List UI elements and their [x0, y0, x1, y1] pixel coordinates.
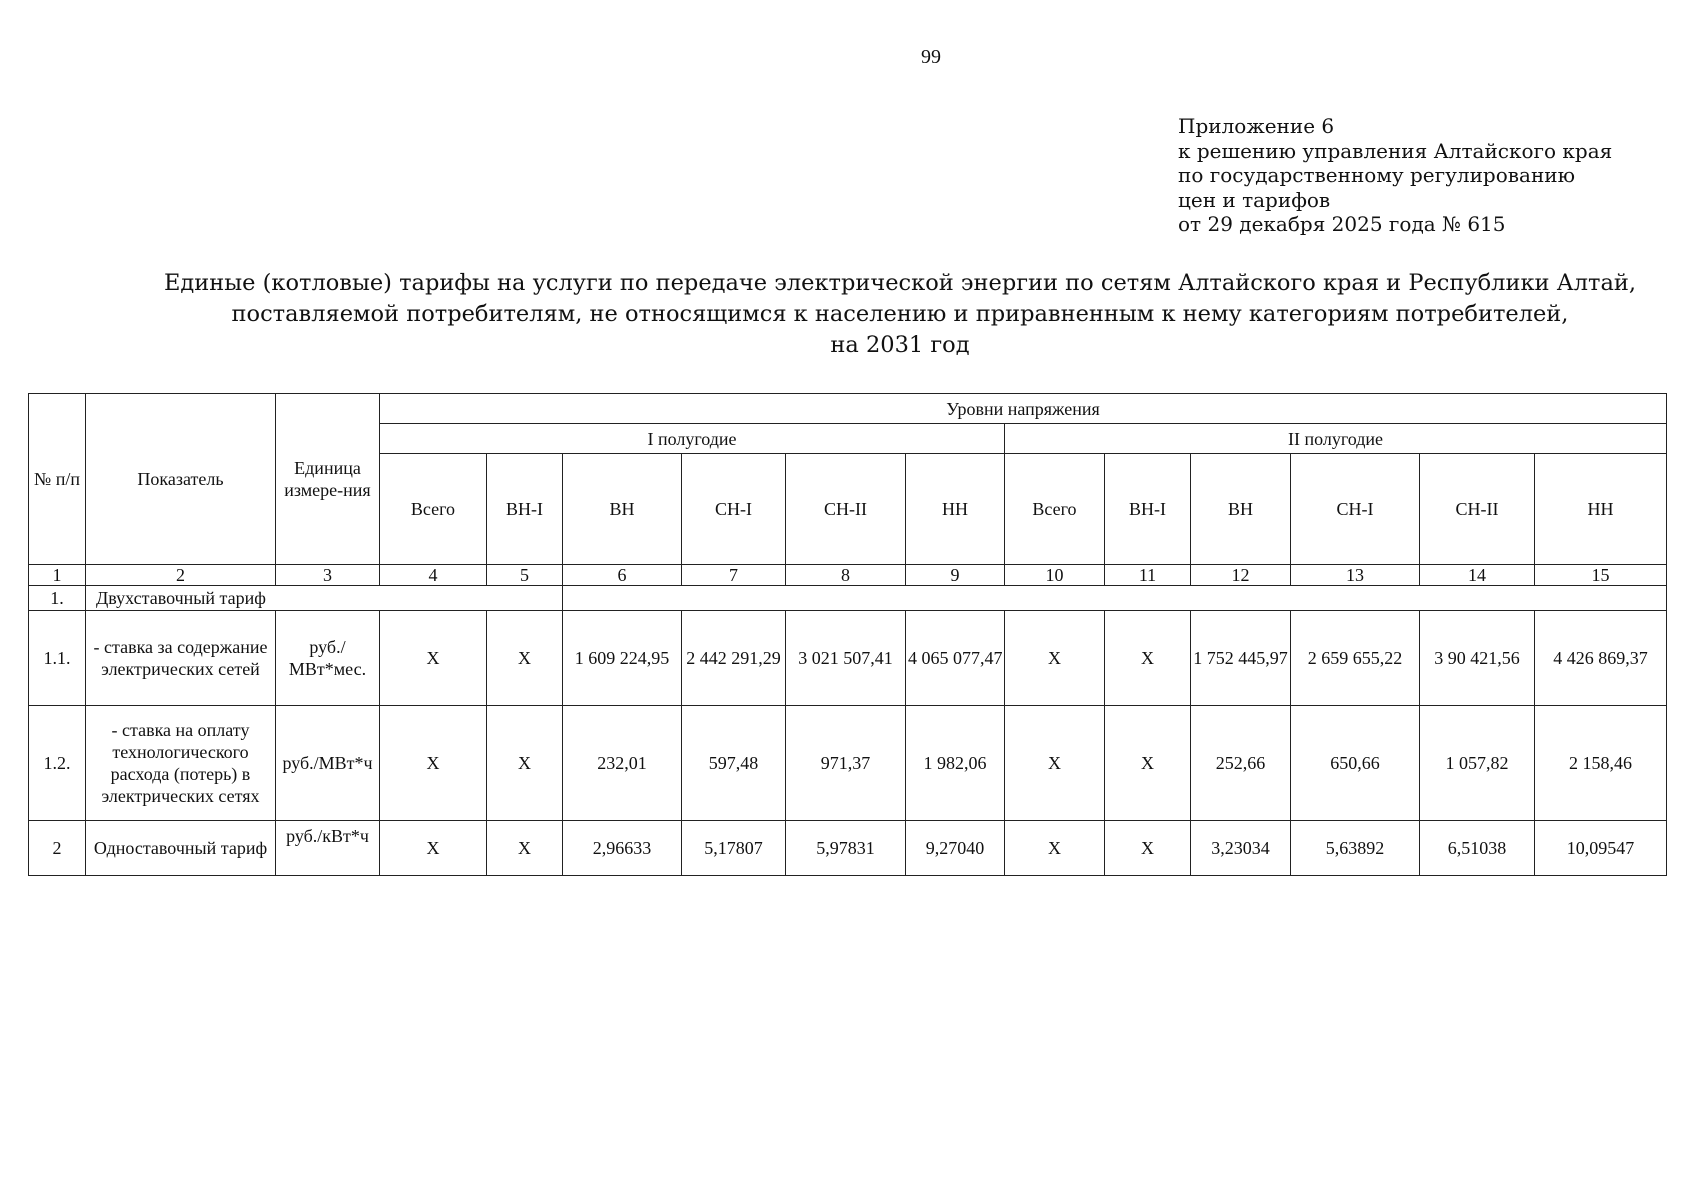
header-sub: СН-I [1291, 454, 1420, 565]
title-line: Единые (котловые) тарифы на услуги по передаче электрической энергии по сетям Алтайского края и Республики Алтай, [163, 270, 1637, 296]
header-sub: ВН-I [487, 454, 563, 565]
table-row [29, 706, 1667, 821]
row-value: 2 158,46 [1535, 706, 1667, 821]
header-sub: СН-II [1420, 454, 1535, 565]
row-value: X [1005, 706, 1105, 821]
row-value: 4 426 869,37 [1535, 611, 1667, 706]
column-number: 14 [1420, 565, 1535, 586]
column-number: 11 [1105, 565, 1191, 586]
row-unit: руб./кВт*ч [276, 821, 380, 876]
row-value: 1 057,82 [1420, 706, 1535, 821]
row-unit: руб./МВт*ч [276, 706, 380, 821]
row-value: X [380, 611, 487, 706]
row-value: X [380, 706, 487, 821]
header-num: № п/п [29, 394, 86, 565]
table-row [29, 821, 1667, 876]
title-line: на 2031 год [830, 332, 970, 358]
row-value: 650,66 [1291, 706, 1420, 821]
row-value: 3 90 421,56 [1420, 611, 1535, 706]
column-number: 4 [380, 565, 487, 586]
column-number: 10 [1005, 565, 1105, 586]
header-sub: Всего [1005, 454, 1105, 565]
header-row [29, 394, 1667, 424]
row-value: X [487, 821, 563, 876]
column-number: 15 [1535, 565, 1667, 586]
appendix-line: к решению управления Алтайского края [1178, 138, 1613, 163]
row-value: 6,51038 [1420, 821, 1535, 876]
column-number: 13 [1291, 565, 1420, 586]
header-indicator: Показатель [86, 394, 276, 565]
column-number: 9 [906, 565, 1005, 586]
row-value: 232,01 [563, 706, 682, 821]
appendix-line: цен и тарифов [1178, 187, 1331, 212]
column-number: 7 [682, 565, 786, 586]
column-number: 2 [86, 565, 276, 586]
row-value: 971,37 [786, 706, 906, 821]
row-value: 2 659 655,22 [1291, 611, 1420, 706]
header-sub: ВН [1191, 454, 1291, 565]
row-value: 5,97831 [786, 821, 906, 876]
row-value: X [1005, 821, 1105, 876]
row-value: 9,27040 [906, 821, 1005, 876]
row-value: 2,96633 [563, 821, 682, 876]
column-number: 5 [487, 565, 563, 586]
header-voltage-levels: Уровни напряжения [380, 394, 1667, 424]
row-value: 3 021 507,41 [786, 611, 906, 706]
column-number-row [29, 565, 1667, 586]
row-value: X [1005, 611, 1105, 706]
row-value: 1 752 445,97 [1191, 611, 1291, 706]
title-line: поставляемой потребителям, не относящимся к населению и приравненным к нему категориям потребителей, [231, 301, 1569, 327]
section-empty [563, 586, 1667, 611]
row-num: 1.2. [29, 706, 86, 821]
appendix-line: от 29 декабря 2025 года № 615 [1178, 212, 1506, 236]
document-title [150, 268, 1650, 361]
row-unit: руб./ МВт*мес. [276, 611, 380, 706]
row-value: 5,63892 [1291, 821, 1420, 876]
row-value: X [1105, 821, 1191, 876]
section-label: Двухставочный тариф [86, 586, 563, 611]
row-value: 1 609 224,95 [563, 611, 682, 706]
header-sub: СН-I [682, 454, 786, 565]
row-value: 1 982,06 [906, 706, 1005, 821]
tariff-table [28, 393, 1667, 876]
row-value: 5,17807 [682, 821, 786, 876]
column-number: 1 [29, 565, 86, 586]
column-number: 8 [786, 565, 906, 586]
appendix-line: Приложение 6 [1178, 114, 1335, 138]
column-number: 6 [563, 565, 682, 586]
appendix-line: по государственному регулированию [1178, 163, 1576, 187]
header-half-1: I полугодие [380, 424, 1005, 454]
header-sub: ВН [563, 454, 682, 565]
row-value: 252,66 [1191, 706, 1291, 821]
header-sub: НН [906, 454, 1005, 565]
section-num: 1. [29, 586, 86, 611]
row-num: 1.1. [29, 611, 86, 706]
appendix-block [1178, 114, 1612, 237]
row-value: 4 065 077,47 [906, 611, 1005, 706]
row-value: 10,09547 [1535, 821, 1667, 876]
row-value: X [487, 706, 563, 821]
column-number: 3 [276, 565, 380, 586]
table-row [29, 611, 1667, 706]
header-half-2: II полугодие [1005, 424, 1667, 454]
column-number: 12 [1191, 565, 1291, 586]
row-value: 597,48 [682, 706, 786, 821]
row-value: 3,23034 [1191, 821, 1291, 876]
row-value: X [1105, 706, 1191, 821]
section-row [29, 586, 1667, 611]
header-sub: ВН-I [1105, 454, 1191, 565]
row-indicator: - ставка на оплату технологического расхода (потерь) в электрических сетях [86, 706, 276, 821]
row-num: 2 [29, 821, 86, 876]
header-sub: Всего [380, 454, 487, 565]
row-value: 2 442 291,29 [682, 611, 786, 706]
row-value: X [487, 611, 563, 706]
row-indicator: Одноставочный тариф [86, 821, 276, 876]
row-value: X [380, 821, 487, 876]
header-unit: Единица измере-ния [276, 394, 380, 565]
header-sub: СН-II [786, 454, 906, 565]
page-number: 99 [921, 46, 941, 68]
row-value: X [1105, 611, 1191, 706]
header-sub: НН [1535, 454, 1667, 565]
row-indicator: - ставка за содержание электрических сетей [86, 611, 276, 706]
